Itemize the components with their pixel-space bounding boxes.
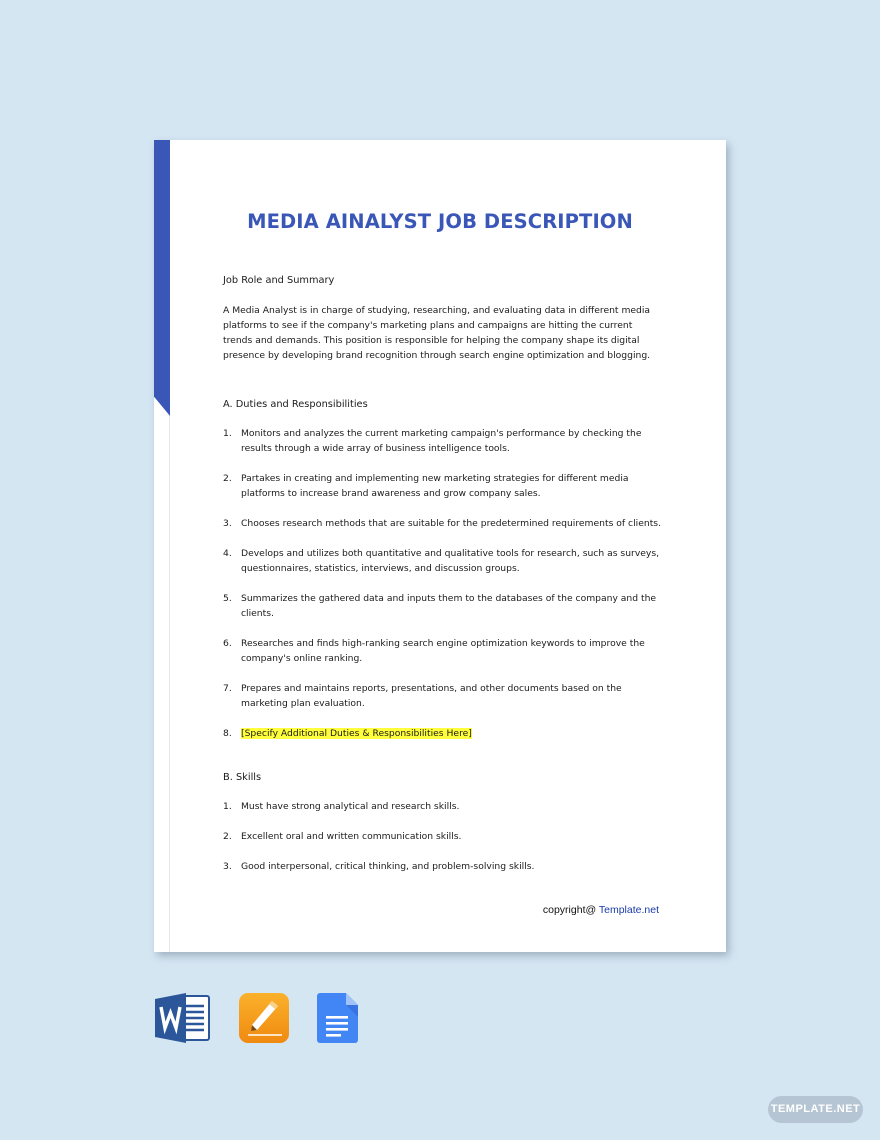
duty-item <box>223 471 663 501</box>
template-net-watermark: TEMPLATE.NET <box>768 1096 863 1123</box>
item-number: 6. <box>223 638 232 649</box>
duties-heading: A. Duties and Responsibilities <box>223 399 368 410</box>
duty-item <box>223 636 663 666</box>
duty-item <box>223 591 663 621</box>
google-docs-icon[interactable] <box>317 992 361 1044</box>
duty-item <box>223 681 663 711</box>
item-text: Excellent oral and written communication skills. <box>241 831 462 842</box>
copyright-label: copyright@ <box>542 904 597 916</box>
duty-item-placeholder <box>223 726 663 741</box>
document-title: MEDIA AINALYST JOB DESCRIPTION <box>247 210 633 233</box>
item-number: 1. <box>223 428 232 439</box>
item-text: Must have strong analytical and research skills. <box>241 801 460 812</box>
pages-icon[interactable] <box>238 992 290 1044</box>
word-icon[interactable] <box>155 992 211 1044</box>
item-number: 3. <box>223 518 232 529</box>
item-text: Prepares and maintains reports, presentations, and other documents based on the marketing plan evaluation. <box>241 683 622 709</box>
skills-list <box>223 799 663 874</box>
item-text: Summarizes the gathered data and inputs them to the databases of the company and the clients. <box>241 593 657 619</box>
duty-item <box>223 516 663 531</box>
duties-list <box>223 426 663 741</box>
skill-item <box>223 799 663 814</box>
accent-bar <box>154 140 170 416</box>
item-text: Partakes in creating and implementing new marketing strategies for different media platforms to increase brand awareness and grow company sales. <box>241 473 629 499</box>
skills-heading: B. Skills <box>223 772 262 783</box>
item-text: Chooses research methods that are suitable for the predetermined requirements of clients. <box>241 518 661 529</box>
item-number: 1. <box>223 801 232 812</box>
copyright-line <box>543 904 659 916</box>
item-number: 2. <box>223 473 232 484</box>
app-icons <box>155 992 365 1048</box>
item-text: Good interpersonal, critical thinking, and problem-solving skills. <box>241 861 535 872</box>
summary-heading: Job Role and Summary <box>223 275 335 286</box>
item-text: Monitors and analyzes the current marketing campaign's performance by checking the results through a wide array of business intelligence tools. <box>241 428 642 454</box>
item-text: Develops and utilizes both quantitative and qualitative tools for research, such as surveys, questionnaires, statistics, interviews, and discussion groups. <box>241 548 660 574</box>
skill-item <box>223 829 663 844</box>
document-body <box>223 273 663 889</box>
document-page <box>154 140 726 952</box>
item-number: 5. <box>223 593 232 604</box>
item-number: 8. <box>223 728 232 739</box>
item-number: 7. <box>223 683 232 694</box>
item-number: 3. <box>223 861 232 872</box>
item-number: 2. <box>223 831 232 842</box>
margin-line <box>169 416 170 952</box>
duty-item <box>223 426 663 456</box>
duty-item <box>223 546 663 576</box>
skill-item <box>223 859 663 874</box>
copyright-link[interactable]: Template.net <box>598 904 659 916</box>
item-text: Researches and finds high-ranking search engine optimization keywords to improve the company's online ranking. <box>241 638 645 664</box>
summary-text: A Media Analyst is in charge of studying, researching, and evaluating data in different media platforms to see if the company's marketing plans and campaigns are hitting the current trends and demands. This position is responsible for helping the company shape its digital presence by developing brand recognition through search engine optimization and blogging. <box>223 305 651 361</box>
item-number: 4. <box>223 548 232 559</box>
highlighted-placeholder-text: [Specify Additional Duties & Responsibilities Here] <box>241 728 472 739</box>
